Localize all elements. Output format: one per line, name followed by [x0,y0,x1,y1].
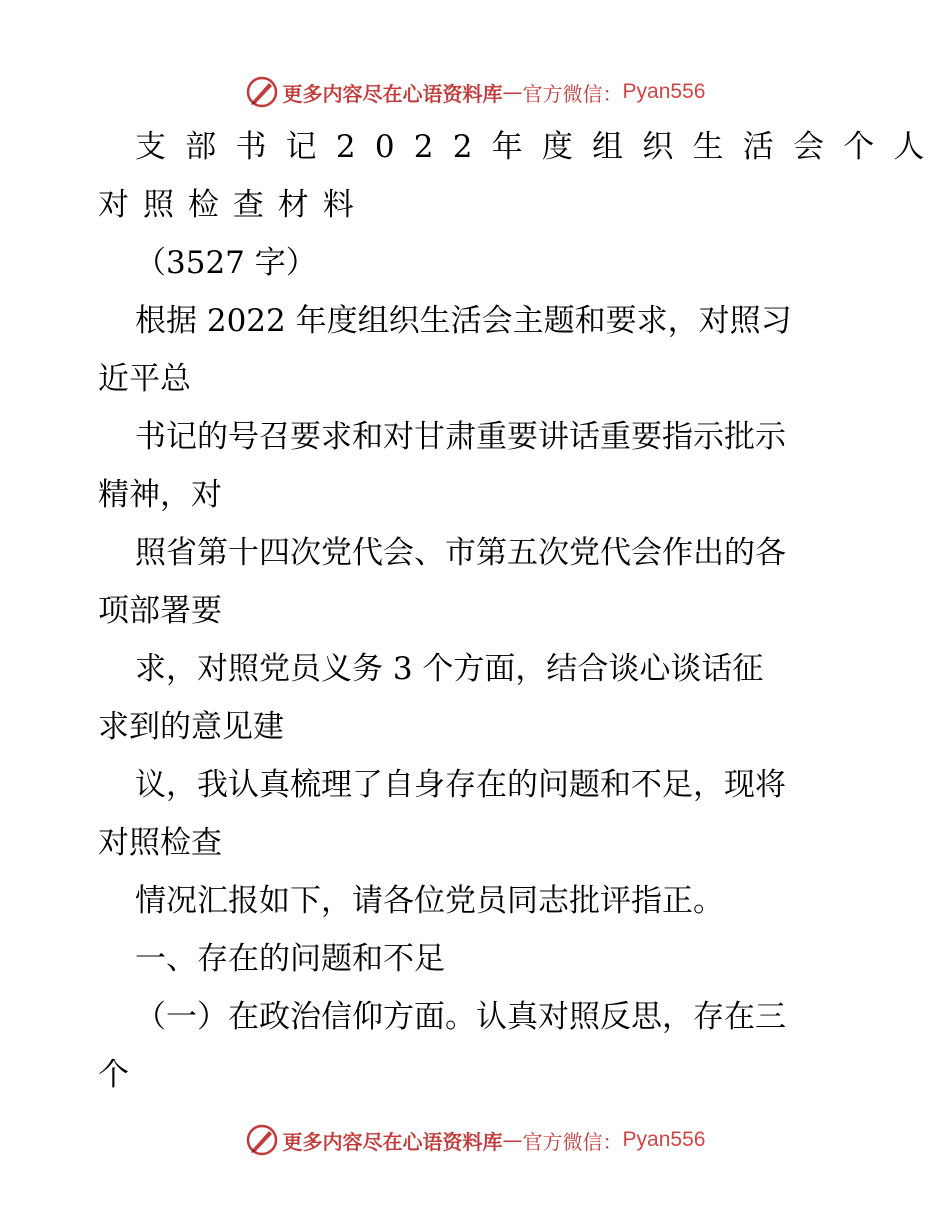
body-line: 求到的意见建 [98,709,284,745]
watermark-text: 更多内容尽在心语资料库 [282,81,503,106]
quill-pen-seal-icon [245,75,279,109]
body-line: 情况汇报如下，请各位党员同志批评指正。 [135,883,724,919]
body-line: 精神，对 [98,477,222,513]
body-line: 近平总 [98,361,191,397]
body-line: 议，我认真梳理了自身存在的问题和不足，现将 [135,767,786,803]
doc-title-line1: 支部书记2022年度组织生活会个人 [135,129,944,165]
body-line: 求，对照党员义务 3 个方面，结合谈心谈话征 [135,651,764,687]
body-line: 书记的号召要求和对甘肃重要讲话重要指示批示 [135,419,786,455]
watermark-separator: — [502,1128,523,1152]
body-line: 个 [98,1057,129,1093]
watermark-wechat-id: Pyan556 [622,80,706,103]
section-heading: 一、存在的问题和不足 [135,941,445,977]
watermark-label: 官方微信： [522,81,623,106]
body-line: 根据 2022 年度组织生活会主题和要求，对照习 [135,303,792,339]
watermark-text: 更多内容尽在心语资料库 [282,1129,503,1154]
watermark-header [0,72,950,112]
watermark-label: 官方微信： [522,1129,623,1154]
doc-title-line2: 对照检查材料 [98,187,368,223]
body-line: 项部署要 [98,593,222,629]
quill-pen-seal-icon [245,1123,279,1157]
body-line: 对照检查 [98,825,222,861]
watermark-separator: — [502,80,523,104]
watermark-wechat-id: Pyan556 [622,1128,706,1151]
watermark-footer [0,1120,950,1160]
body-line: （一）在政治信仰方面。认真对照反思，存在三 [135,999,786,1035]
doc-word-count: （3527 字） [135,245,317,281]
body-line: 照省第十四次党代会、市第五次党代会作出的各 [135,535,786,571]
